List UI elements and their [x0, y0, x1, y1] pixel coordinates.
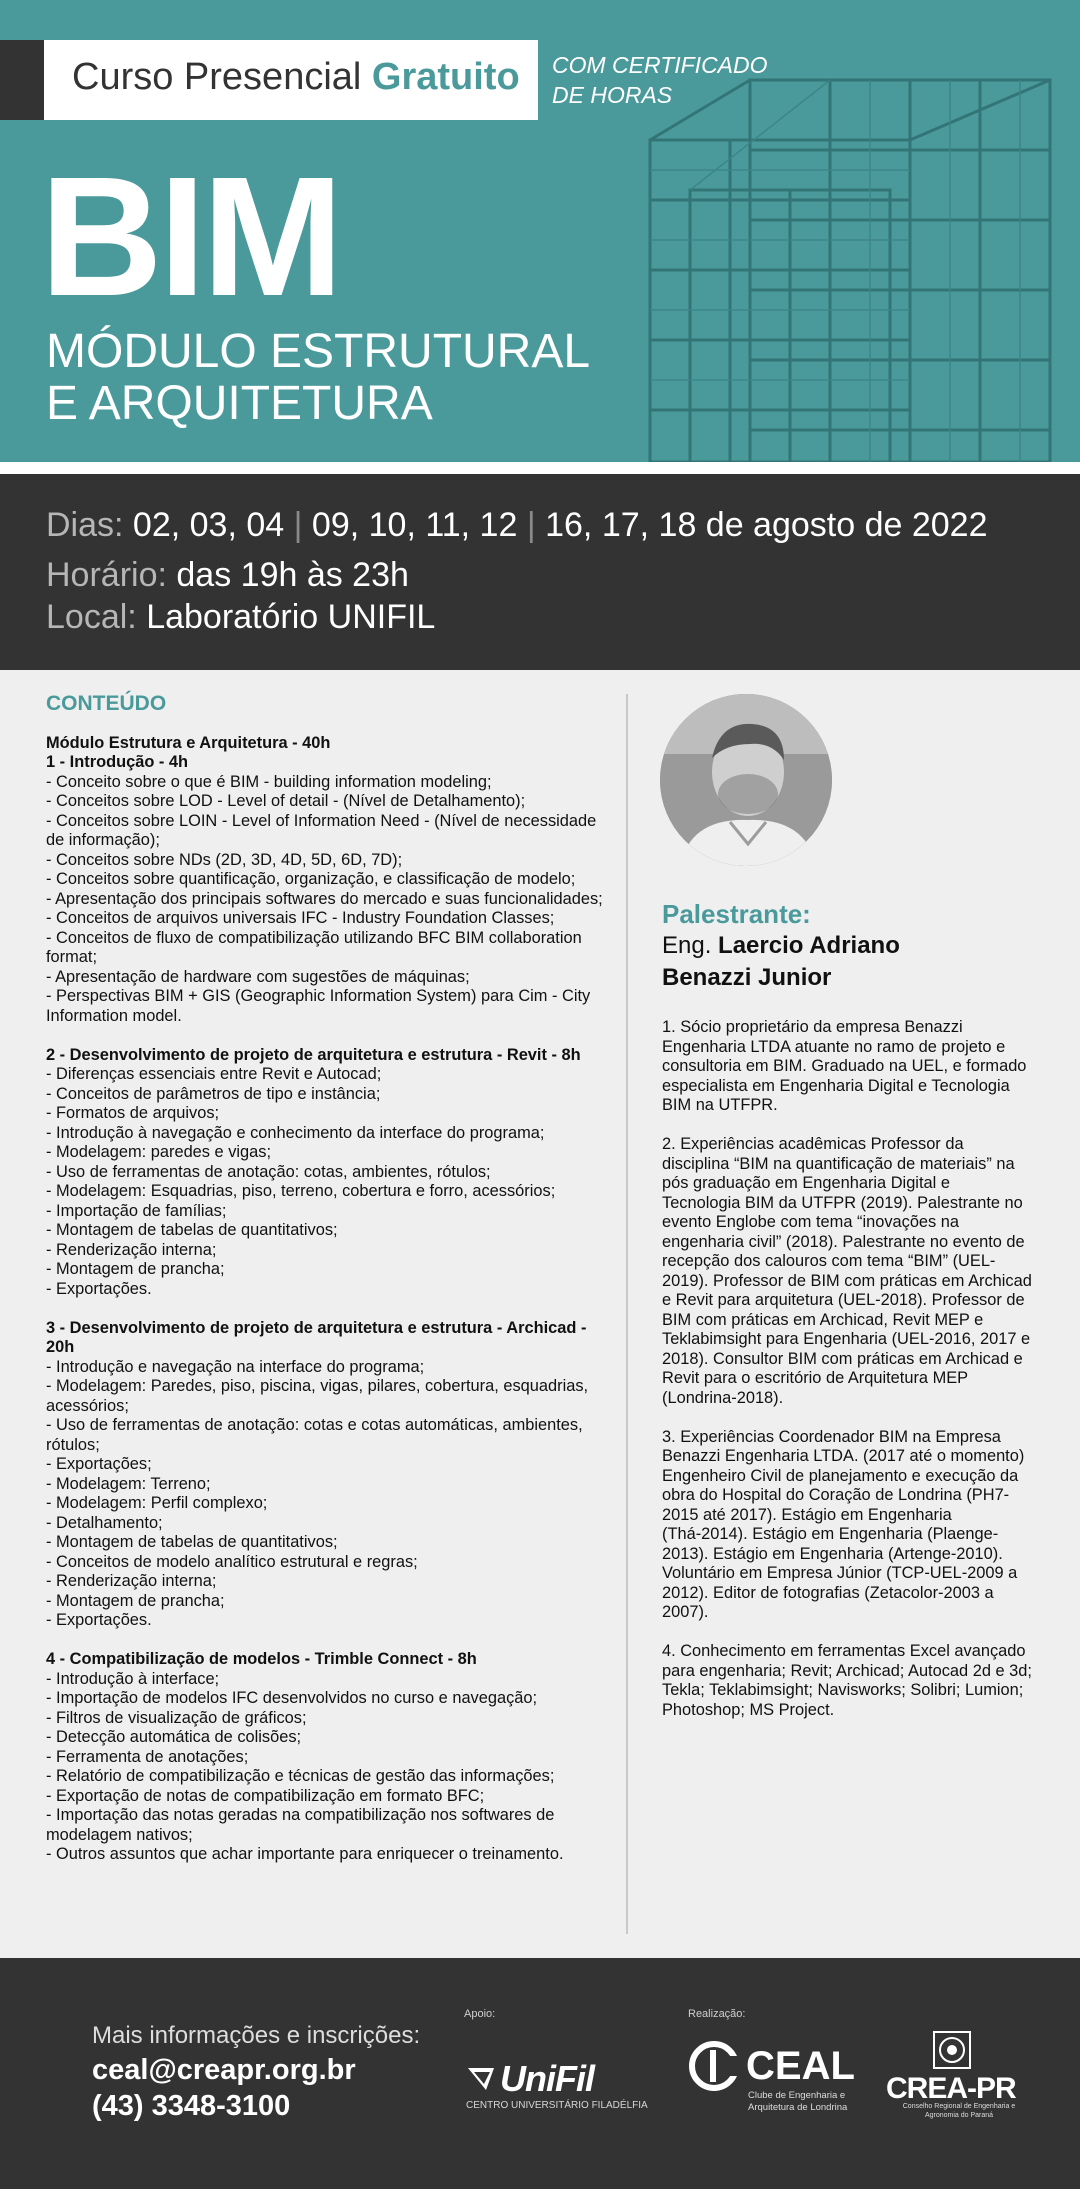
section-title: 1 - Introdução - 4h: [46, 753, 189, 771]
header-dark-tab: [0, 40, 44, 120]
section-title: 4 - Compatibilização de modelos - Trimble Connect - 8h: [46, 1650, 477, 1668]
list-item: - Exportação de notas de compatibilização em formato BFC;: [46, 1786, 485, 1805]
hero-divider: [0, 462, 1080, 474]
time-line: Horário: das 19h às 23h: [46, 556, 409, 594]
list-item: - Montagem de tabelas de quantitativos;: [46, 1533, 338, 1551]
list-item: - Modelagem: Paredes, piso, piscina, vigas, pilares, cobertura, esquadrias, acessórios;: [46, 1377, 589, 1415]
list-item: - Modelagem: Terreno;: [46, 1474, 211, 1493]
list-item: - Conceitos sobre quantificação, organização, e classificação de modelo;: [46, 870, 576, 888]
list-item: - Renderização interna;: [46, 1240, 217, 1259]
speaker-bio-paragraph: 3. Experiências Coordenador BIM na Empresa Benazzi Engenharia LTDA. (2017 até o momento) Engenheiro Civil de planejamento e execução da obra do Hospital do Coração de Londrina (PH7-2015 até 2017). Estágio em Engenharia (Thá-2014). Estágio em Engenharia (Plaenge-2013). Estágio em Engenharia (Artenge-2010). Voluntário em Empresa Júnior (TCP-UEL-2009 a 2012). Editor de fotografias (Zetacolor-2003 a 2007).: [662, 1427, 1025, 1621]
list-item: - Outros assuntos que achar importante para enriquecer o treinamento.: [46, 1845, 564, 1863]
module-title: Módulo Estrutura e Arquitetura - 40h: [46, 733, 331, 752]
section-title: 3 - Desenvolvimento de projeto de arquitetura e estrutura - Archicad - 20h: [46, 1318, 587, 1356]
dates-line: Dias: 02, 03, 04 | 09, 10, 11, 12 | 16, 17, 18 de agosto de 2022: [46, 506, 988, 544]
ceal-logo-icon: [688, 2040, 740, 2092]
list-item: - Detalhamento;: [46, 1513, 163, 1532]
unifil-subtitle: CENTRO UNIVERSITÁRIO FILADÉLFIA: [466, 2100, 648, 2111]
speaker-label: Palestrante:: [662, 899, 811, 929]
list-item: - Introdução à navegação e conhecimento da interface do programa;: [46, 1123, 545, 1142]
list-item: - Uso de ferramentas de anotação: cotas, ambientes, rótulos;: [46, 1162, 491, 1181]
more-info-label: Mais informações e inscrições:: [92, 2022, 421, 2049]
content-section: [46, 1650, 616, 1865]
list-item: - Conceitos sobre NDs (2D, 3D, 4D, 5D, 6D, 7D);: [46, 850, 403, 869]
organizer-label: Realização:: [688, 2008, 746, 2020]
list-item: - Conceitos de modelo analítico estrutural e regras;: [46, 1552, 418, 1571]
list-item: - Apresentação de hardware com sugestões de máquinas;: [46, 967, 470, 986]
list-item: - Conceitos sobre LOD - Level of detail - (Nível de Detalhamento);: [46, 792, 526, 810]
hero-banner: [0, 0, 1080, 462]
speaker-section: [662, 898, 1032, 1740]
speaker-bio-paragraph: 2. Experiências acadêmicas Professor da disciplina “BIM na quantificação de materiais” na pós graduação em Engenharia Digital e Tecnologia BIM da UTFPR (2019). Palestrante no evento Englobe com tema “inovações na engenharia civil” (2018). Palestrante no evento de recepção dos calouros com tema “BIM” (UEL-2019). Professor de BIM com práticas em Archicad e Revit para arquitetura (UEL-2018). Professor de BIM com práticas em Archicad, Revit MEP e Teklabimsight para Engenharia (UEL-2016, 2017 e 2018). Consultor BIM com práticas em Archicad e Revit para o escritório de Arquitetura MEP (Londrina-2018).: [662, 1135, 1032, 1407]
course-content: [46, 694, 616, 1884]
list-item: - Montagem de prancha;: [46, 1591, 225, 1610]
course-label: Curso Presencial Gratuito: [72, 56, 520, 98]
certificate-note: COM CERTIFICADO DE HORAS: [552, 52, 768, 108]
list-item: - Conceitos de parâmetros de tipo e instância;: [46, 1084, 381, 1103]
list-item: - Montagem de prancha;: [46, 1260, 225, 1278]
contact-email[interactable]: ceal@creapr.org.br: [92, 2054, 356, 2086]
list-item: - Exportações;: [46, 1455, 152, 1473]
speaker-photo: [660, 694, 832, 866]
list-item: - Exportações.: [46, 1279, 152, 1298]
content-section: [46, 1319, 616, 1631]
speaker-bio-paragraph: 1. Sócio proprietário da empresa Benazzi Engenharia LTDA atuante no ramo de projeto e consultoria em BIM. Graduado na UEL, e formado especialista em Engenharia Digital e Tecnologia BIM na UTFPR.: [662, 1018, 1027, 1114]
list-item: - Modelagem: paredes e vigas;: [46, 1143, 272, 1161]
crea-subtitle: Conselho Regional de Engenharia e Agronomia do Paraná: [902, 2103, 1016, 2119]
ceal-logo: CEAL: [746, 2044, 855, 2088]
module-subtitle: MÓDULO ESTRUTURAL E ARQUITETURA: [46, 325, 591, 430]
schedule-info: [0, 474, 1080, 670]
content-section: [46, 753, 616, 1026]
list-item: - Apresentação dos principais softwares do mercado e suas funcionalidades;: [46, 889, 603, 908]
list-item: - Introdução e navegação na interface do programa;: [46, 1357, 425, 1376]
list-item: - Importação das notas geradas na compatibilização nos softwares de modelagem nativos;: [46, 1806, 555, 1844]
footer: [0, 1958, 1080, 2189]
list-item: - Exportações.: [46, 1611, 152, 1629]
main-title: BIM: [40, 142, 340, 332]
list-item: - Importação de famílias;: [46, 1201, 227, 1220]
list-item: - Relatório de compatibilização e técnicas de gestão das informações;: [46, 1767, 555, 1785]
list-item: - Conceito sobre o que é BIM - building information modeling;: [46, 772, 492, 791]
section-title: 2 - Desenvolvimento de projeto de arquitetura e estrutura - Revit - 8h: [46, 1045, 581, 1064]
ceal-subtitle: Clube de Engenharia e Arquitetura de Londrina: [748, 2090, 848, 2113]
column-divider: [626, 694, 628, 1934]
speaker-bio-paragraph: 4. Conhecimento em ferramentas Excel avançado para engenharia; Revit; Archicad; Autocad 2d e 3d; Tekla; Teklabimsight; Navisworks; Solibri; Lumion; Photoshop; MS Project.: [662, 1642, 1032, 1719]
list-item: - Uso de ferramentas de anotação: cotas e cotas automáticas, ambientes, rótulos;: [46, 1416, 583, 1454]
list-item: - Formatos de arquivos;: [46, 1104, 220, 1122]
crea-logo: CREA-PR: [886, 2072, 1016, 2105]
list-item: - Ferramenta de anotações;: [46, 1747, 249, 1766]
unifil-logo: UniFil: [500, 2058, 594, 2099]
list-item: - Modelagem: Esquadrias, piso, terreno, cobertura e forro, acessórios;: [46, 1182, 556, 1200]
crea-seal-icon: [932, 2030, 972, 2070]
location-line: Local: Laboratório UNIFIL: [46, 598, 436, 636]
content-section: [46, 1046, 616, 1300]
list-item: - Conceitos de fluxo de compatibilização utilizando BFC BIM collaboration format;: [46, 928, 582, 966]
speaker-name: Eng. Laercio Adriano Benazzi Junior: [662, 932, 900, 991]
support-label: Apoio:: [464, 2008, 496, 2020]
list-item: - Detecção automática de colisões;: [46, 1728, 302, 1746]
list-item: - Filtros de visualização de gráficos;: [46, 1708, 307, 1727]
course-free-label: Gratuito: [371, 56, 520, 98]
list-item: - Renderização interna;: [46, 1572, 217, 1590]
list-item: - Montagem de tabelas de quantitativos;: [46, 1221, 338, 1239]
list-item: - Conceitos de arquivos universais IFC - Industry Foundation Classes;: [46, 909, 555, 927]
list-item: - Introdução à interface;: [46, 1669, 220, 1688]
list-item: - Diferenças essenciais entre Revit e Autocad;: [46, 1065, 382, 1083]
list-item: - Importação de modelos IFC desenvolvidos no curso e navegação;: [46, 1689, 538, 1707]
list-item: - Conceitos sobre LOIN - Level of Information Need - (Nível de necessidade de informação);: [46, 811, 597, 849]
list-item: - Perspectivas BIM + GIS (Geographic Information System) para Cim - City Information model.: [46, 987, 591, 1025]
list-item: - Modelagem: Perfil complexo;: [46, 1494, 268, 1512]
content-title: CONTEÚDO: [46, 692, 167, 715]
contact-phone[interactable]: (43) 3348-3100: [92, 2090, 291, 2122]
